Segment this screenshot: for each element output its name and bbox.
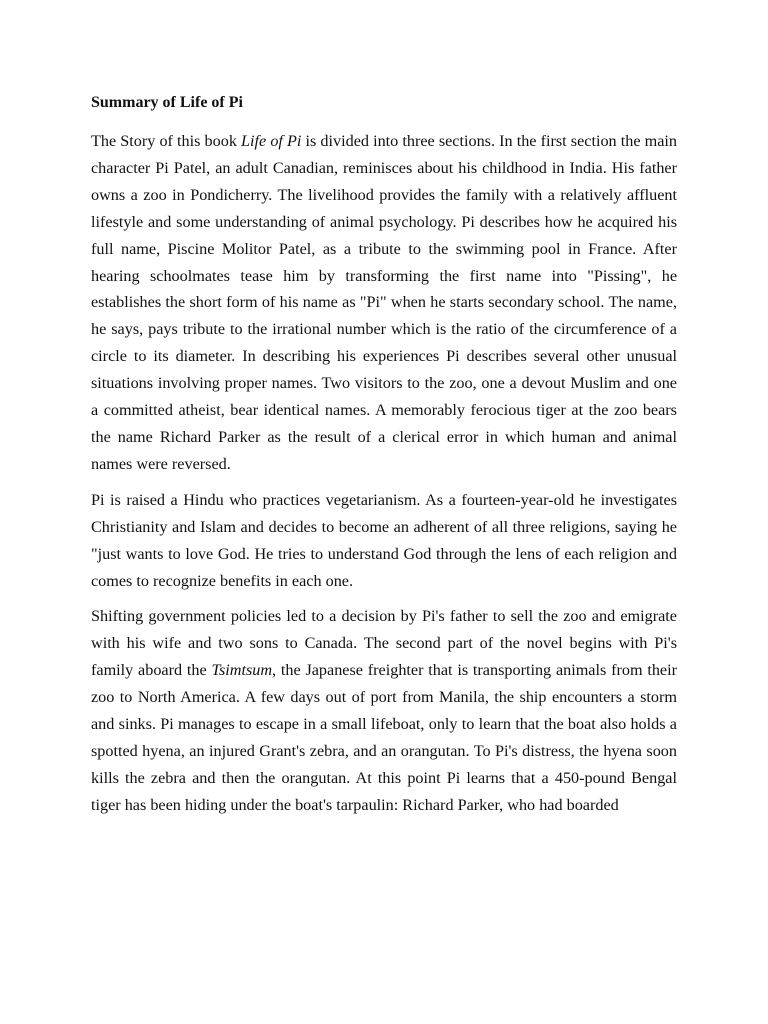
paragraph-3-text-a: Shifting government policies led to a decision by Pi's father to sell the zoo and emigrate with his wife and two sons to Canada. The second part of the novel begins with Pi's family aboard the (91, 607, 677, 680)
book-title-italic: Life of Pi (241, 132, 302, 150)
paragraph-1-text-a: The Story of this book (91, 132, 242, 150)
ship-name-italic: Tsimtsum (211, 661, 273, 680)
paragraph-1 (91, 128, 677, 478)
paragraph-2: Pi is raised a Hindu who practices vegetarianism. As a fourteen-year-old he investigates Christianity and Islam and decides to become an adherent of all three religions, saying he "just wants to love God. He tries to understand God through the lens of each religion and comes to recognize benefits in each one. (91, 490, 677, 590)
paragraph-1-text-c: is divided into three sections. In the first section the main character Pi Patel, an adult Canadian, reminisces about his childhood in India. His father owns a zoo in Pondicherry. The livelihood provides the family with a relatively affluent lifestyle and some understanding of animal psychology. Pi describes how he acquired his full name, Piscine Molitor Patel, as a tribute to the swimming pool in France. After hearing schoolmates tease him by transforming the first name into "Pissing", he establishes the short form of his name as "Pi" when he starts secondary school. The name, he says, pays tribute to the irrational number which is the ratio of the circumference of a circle to its diameter. In describing his experiences Pi describes several other unusual situations involving proper names. Two visitors to the zoo, one a devout Muslim and one a committed atheist, bear identical names. A memorably ferocious tiger at the zoo bears the name Richard Parker as the result of a clerical error in which human and animal names were reversed. (91, 132, 677, 473)
paragraph-3 (91, 603, 677, 818)
document-page (91, 92, 677, 828)
document-title: Summary of Life of Pi (91, 94, 243, 111)
paragraph-3-text-c: , the Japanese freighter that is transporting animals from their zoo to North America. A few days out of port from Manila, the ship encounters a storm and sinks. Pi manages to escape in a small lifeboat, only to learn that the boat also holds a spotted hyena, an injured Grant's zebra, and an orangutan. To Pi's distress, the hyena soon kills the zebra and then the orangutan. At this point Pi learns that a 450-pound Bengal tiger has been hiding under the boat's tarpaulin: Richard Parker, who had boarded (91, 661, 677, 814)
